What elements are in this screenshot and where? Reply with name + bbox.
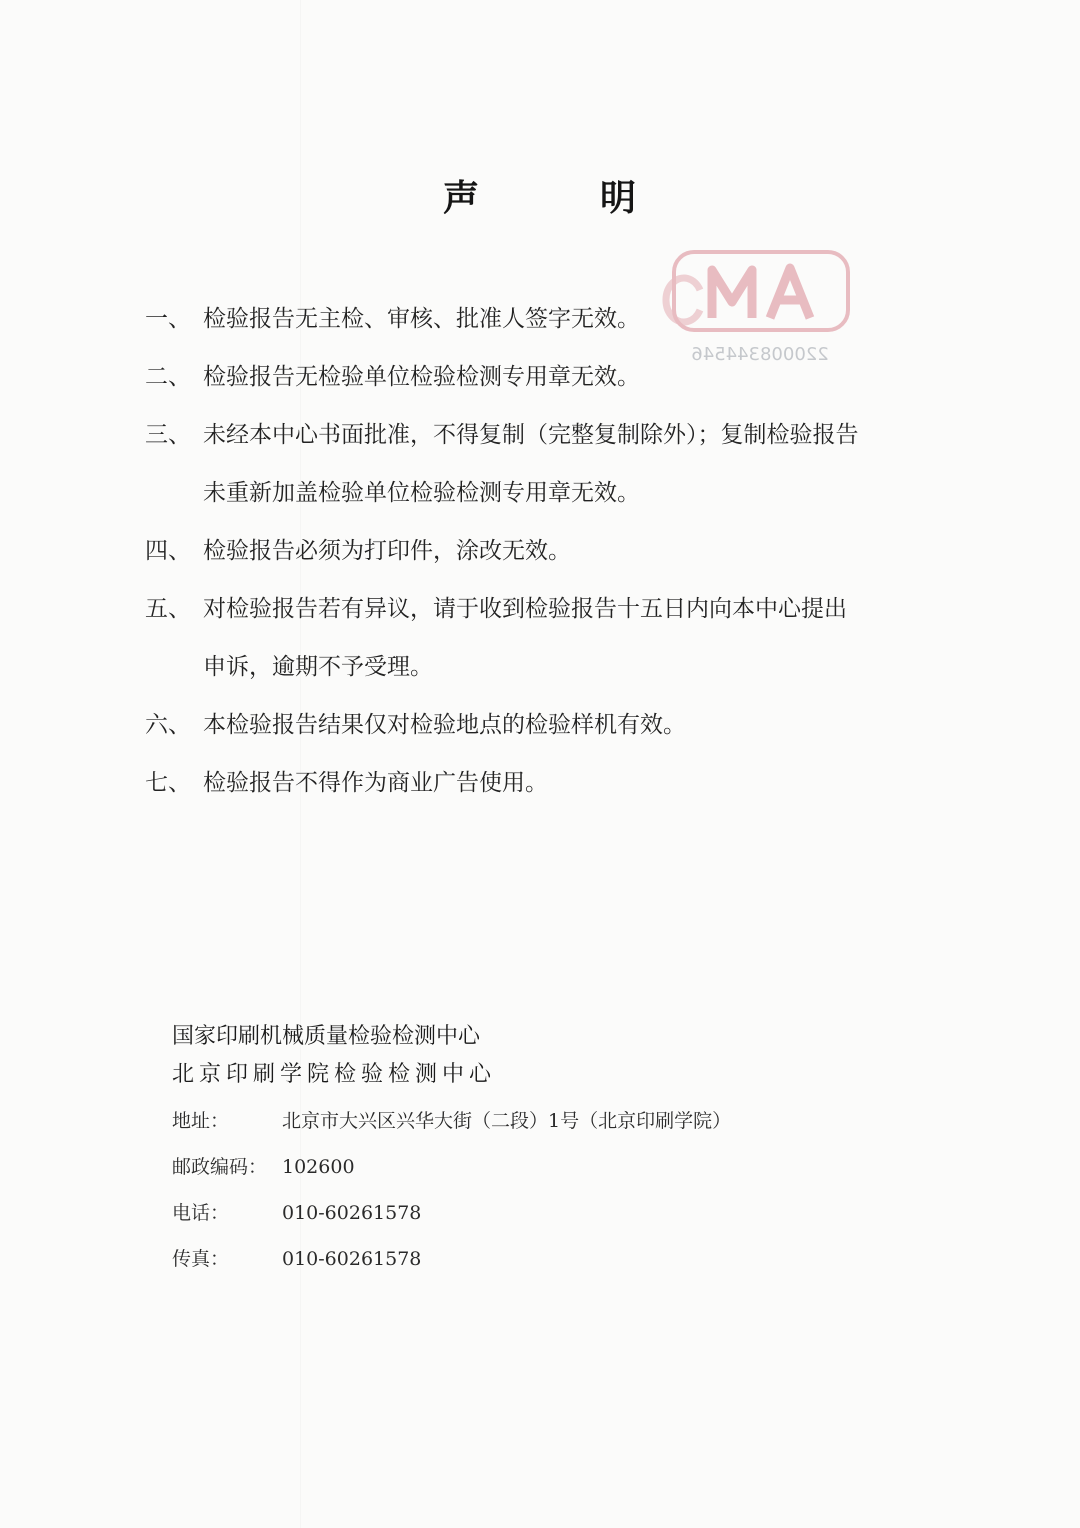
clause-text: 检验报告必须为打印件，涂改无效。 (203, 538, 571, 564)
phone-value: 010-60261578 (282, 1202, 422, 1224)
clause-continuation: 申诉，逾期不予受理。 (203, 654, 433, 680)
organization-name-1: 国家印刷机械质量检验检测中心 (172, 1024, 481, 1049)
fax-label: 传真： (172, 1248, 230, 1270)
clause-number: 一、 (145, 306, 191, 332)
clause-number: 三、 (145, 422, 191, 448)
title-char-2: 明 (600, 178, 639, 219)
clause-text: 未经本中心书面批准，不得复制（完整复制除外）；复制检验报告 (203, 422, 859, 448)
fax-row (172, 1236, 972, 1282)
title-char-1: 声 (443, 178, 482, 219)
clause-text: 本检验报告结果仅对检验地点的检验样机有效。 (203, 712, 686, 738)
clause-text: 检验报告无检验单位检验检测专用章无效。 (203, 364, 640, 390)
clause-2 (145, 348, 945, 406)
clause-continuation: 未重新加盖检验单位检验检测专用章无效。 (203, 480, 640, 506)
fax-value: 010-60261578 (282, 1248, 422, 1270)
clause-number: 六、 (145, 712, 191, 738)
svg-text:220008344546: 220008344546 (691, 344, 829, 365)
address-row (172, 1098, 972, 1144)
clause-number: 七、 (145, 770, 191, 796)
postcode-label: 邮政编码： (172, 1156, 268, 1178)
clause-number: 四、 (145, 538, 191, 564)
address-value: 北京市大兴区兴华大街（二段）1号（北京印刷学院） (282, 1110, 732, 1132)
clause-6 (145, 696, 945, 754)
postcode-value: 102600 (282, 1156, 355, 1178)
clause-3 (145, 406, 945, 522)
clause-text: 检验报告无主检、审核、批准人签字无效。 (203, 306, 640, 332)
organization-name-2: 北京印刷学院检验检测中心 (172, 1062, 497, 1087)
clause-text: 对检验报告若有异议，请于收到检验报告十五日内向本中心提出 (203, 596, 847, 622)
clause-text: 检验报告不得作为商业广告使用。 (203, 770, 548, 796)
clause-1 (145, 290, 945, 348)
contact-footer (172, 1018, 972, 1282)
phone-label: 电话： (172, 1202, 230, 1224)
clause-5 (145, 580, 945, 696)
contact-info (172, 1098, 972, 1282)
address-label: 地址： (172, 1110, 230, 1132)
clause-number: 二、 (145, 364, 191, 390)
phone-row (172, 1190, 972, 1236)
clause-4 (145, 522, 945, 580)
clause-number: 五、 (145, 596, 191, 622)
postcode-row (172, 1144, 972, 1190)
clause-7 (145, 754, 945, 812)
declaration-list (145, 290, 945, 812)
